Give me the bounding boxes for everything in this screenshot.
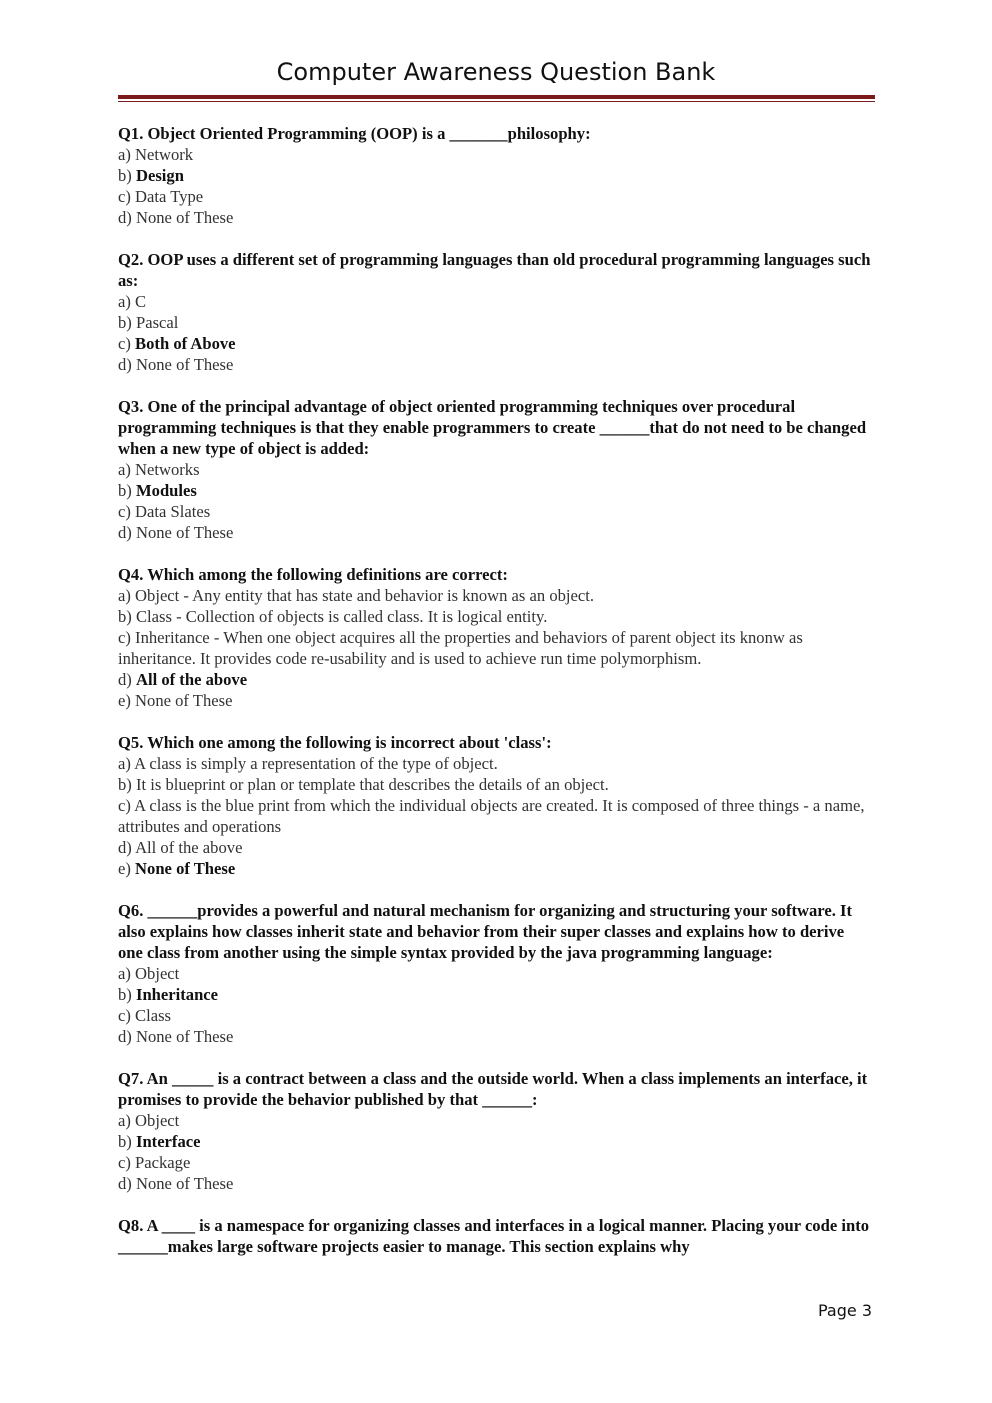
- answer-option: [118, 522, 873, 543]
- option-prefix: b): [118, 1132, 136, 1151]
- option-prefix: c): [118, 628, 136, 647]
- answer-option: [118, 1152, 873, 1173]
- option-text: Class: [135, 1006, 172, 1025]
- option-prefix: c): [118, 187, 136, 206]
- question-block: [118, 564, 873, 711]
- option-prefix: c): [118, 334, 136, 353]
- option-text: None of These: [135, 691, 233, 710]
- answer-option: [118, 858, 873, 879]
- answer-option: [118, 690, 873, 711]
- option-text: None of These: [135, 355, 234, 374]
- question-block: [118, 249, 873, 375]
- option-prefix: d): [118, 1174, 136, 1193]
- option-prefix: a): [118, 460, 136, 479]
- page-number: Page 3: [818, 1301, 872, 1320]
- correct-answer-text: Both of Above: [135, 334, 236, 353]
- option-text: Object - Any entity that has state and behavior is known as an object.: [135, 586, 595, 605]
- option-prefix: a): [118, 292, 136, 311]
- answer-option: [118, 501, 873, 522]
- option-prefix: d): [118, 670, 136, 689]
- option-prefix: d): [118, 1027, 136, 1046]
- option-prefix: a): [118, 145, 136, 164]
- option-text: A class is simply a representation of the type of object.: [134, 754, 498, 773]
- answer-option: [118, 459, 873, 480]
- option-prefix: d): [118, 355, 136, 374]
- question-list: [118, 123, 873, 1278]
- question-block: [118, 732, 873, 879]
- option-prefix: b): [118, 985, 136, 1004]
- option-text: Networks: [135, 460, 200, 479]
- answer-option: [118, 480, 873, 501]
- question-text: Q2. OOP uses a different set of programming languages than old procedural programming languages such as:: [118, 250, 871, 290]
- answer-option: [118, 585, 873, 606]
- answer-option: [118, 333, 873, 354]
- answer-option: [118, 837, 873, 858]
- question-block: [118, 1215, 873, 1257]
- option-prefix: a): [118, 964, 136, 983]
- option-prefix: b): [118, 166, 136, 185]
- option-text: None of These: [135, 208, 234, 227]
- question-text: Q4. Which among the following definitions are correct:: [118, 565, 508, 584]
- option-prefix: e): [118, 859, 136, 878]
- question-text: Q1. Object Oriented Programming (OOP) is a _______philosophy:: [118, 124, 591, 143]
- answer-option: [118, 1173, 873, 1194]
- option-prefix: a): [118, 586, 136, 605]
- answer-option: [118, 1131, 873, 1152]
- question-text: Q8. A ____ is a namespace for organizing classes and interfaces in a logical manner. Placing your code into ______makes large software projects easier to manage. This section explains why: [118, 1216, 870, 1256]
- option-prefix: d): [118, 208, 136, 227]
- question-text: Q7. An _____ is a contract between a class and the outside world. When a class implements an interface, it promises to provide the behavior published by that ______:: [118, 1069, 868, 1109]
- page-header-title: Computer Awareness Question Bank: [276, 58, 716, 86]
- correct-answer-text: Inheritance: [135, 985, 219, 1004]
- header-rule-thick: [118, 95, 875, 99]
- answer-option: [118, 165, 873, 186]
- option-text: None of These: [135, 1174, 234, 1193]
- option-prefix: d): [118, 838, 136, 857]
- option-text: A class is the blue print from which the individual objects are created. It is composed of three things - a name, attributes and operations: [118, 796, 865, 836]
- option-prefix: a): [118, 1111, 136, 1130]
- correct-answer-text: Design: [135, 166, 184, 185]
- option-text: Data Slates: [135, 502, 211, 521]
- option-prefix: b): [118, 607, 136, 626]
- question-block: [118, 900, 873, 1047]
- option-prefix: c): [118, 1153, 136, 1172]
- correct-answer-text: All of the above: [135, 670, 248, 689]
- answer-option: [118, 291, 873, 312]
- option-prefix: c): [118, 796, 135, 815]
- option-text: Pascal: [135, 313, 179, 332]
- answer-option: [118, 984, 873, 1005]
- answer-option: [118, 144, 873, 165]
- option-text: All of the above: [135, 838, 243, 857]
- option-prefix: c): [118, 502, 136, 521]
- answer-option: [118, 669, 873, 690]
- option-text: Object: [135, 964, 180, 983]
- option-text: Network: [135, 145, 194, 164]
- option-text: Package: [135, 1153, 191, 1172]
- answer-option: [118, 627, 873, 669]
- question-block: [118, 396, 873, 543]
- answer-option: [118, 312, 873, 333]
- option-prefix: d): [118, 523, 136, 542]
- correct-answer-text: None of These: [135, 859, 236, 878]
- correct-answer-text: Interface: [135, 1132, 201, 1151]
- option-text: C: [135, 292, 147, 311]
- answer-option: [118, 354, 873, 375]
- question-block: [118, 1068, 873, 1194]
- answer-option: [118, 207, 873, 228]
- answer-option: [118, 1110, 873, 1131]
- answer-option: [118, 1005, 873, 1026]
- option-prefix: b): [118, 775, 136, 794]
- option-text: Object: [135, 1111, 180, 1130]
- answer-option: [118, 606, 873, 627]
- option-text: Data Type: [135, 187, 204, 206]
- option-text: It is blueprint or plan or template that describes the details of an object.: [135, 775, 609, 794]
- answer-option: [118, 186, 873, 207]
- answer-option: [118, 774, 873, 795]
- option-prefix: a): [118, 754, 135, 773]
- option-text: Inheritance - When one object acquires all the properties and behaviors of parent object its knonw as inheritance. It provides code re-usability and is used to achieve run time polymorphism.: [118, 628, 803, 668]
- answer-option: [118, 795, 873, 837]
- answer-option: [118, 963, 873, 984]
- answer-option: [118, 753, 873, 774]
- option-prefix: b): [118, 481, 136, 500]
- answer-option: [118, 1026, 873, 1047]
- question-text: Q5. Which one among the following is incorrect about 'class':: [118, 733, 552, 752]
- question-block: [118, 123, 873, 228]
- option-prefix: c): [118, 1006, 136, 1025]
- option-text: Class - Collection of objects is called class. It is logical entity.: [135, 607, 548, 626]
- header-rule-thin: [118, 101, 875, 102]
- question-text: Q3. One of the principal advantage of object oriented programming techniques over procedural programming techniques is that they enable programmers to create ______that do not need to be changed when a new type of object is added:: [118, 397, 867, 458]
- correct-answer-text: Modules: [135, 481, 197, 500]
- option-text: None of These: [135, 1027, 234, 1046]
- option-prefix: b): [118, 313, 136, 332]
- option-text: None of These: [135, 523, 234, 542]
- question-text: Q6. ______provides a powerful and natural mechanism for organizing and structuring your software. It also explains how classes inherit state and behavior from their super classes and explains how to derive one class from another using the simple syntax provided by the java programming language:: [118, 901, 852, 962]
- option-prefix: e): [118, 691, 136, 710]
